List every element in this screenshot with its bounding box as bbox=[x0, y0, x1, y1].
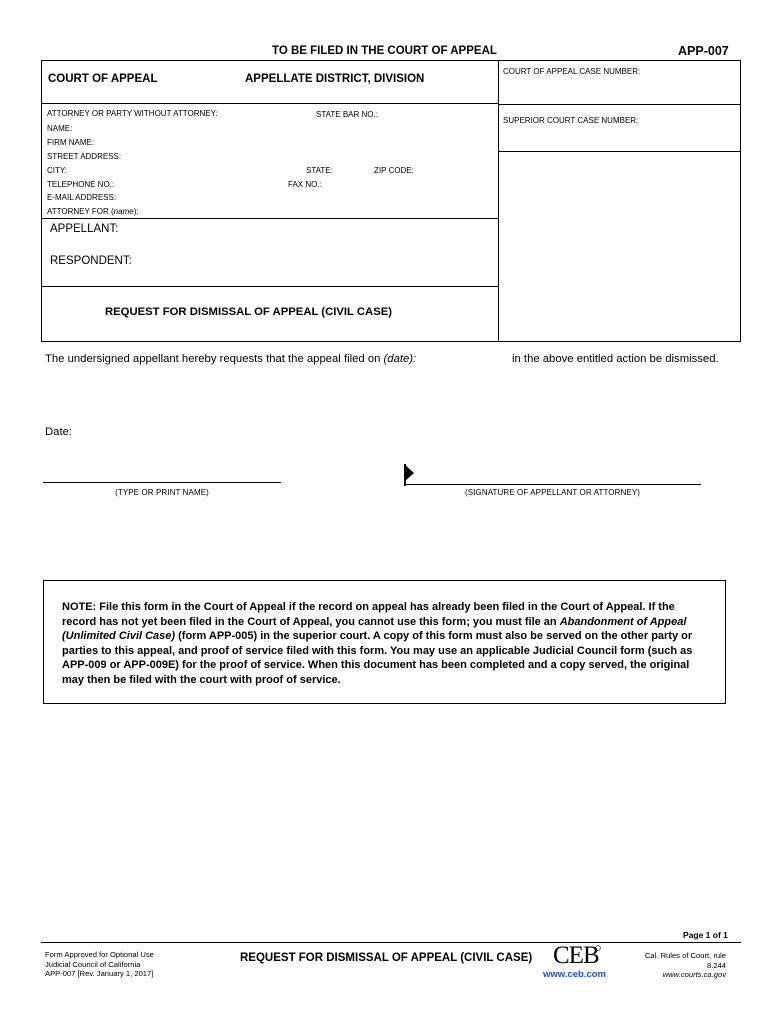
telephone-label: TELEPHONE NO.: bbox=[47, 180, 115, 189]
ceb-link[interactable]: www.ceb.com bbox=[543, 969, 606, 980]
footer-rule bbox=[41, 942, 741, 943]
right-bottom-rule bbox=[498, 341, 741, 342]
title-row-rule bbox=[41, 341, 499, 342]
approval-line-2: Judicial Council of California bbox=[45, 959, 141, 969]
page-number: Page 1 of 1 bbox=[683, 930, 728, 940]
filed-in-heading: TO BE FILED IN THE COURT OF APPEAL bbox=[272, 45, 497, 57]
note-text: NOTE: File this form in the Court of Appeal if the record on appeal has already been filed in the Court of Appeal. If the record has not yet been filed in the Court of Appeal, you cannot use this form; you must file an Abandonment of Appeal (Unlimited Civil Case) (form APP-005) in the superior court. A copy of this form must also be served on the other party or parties to this appeal, and proof of service filed with this form. You may use an applicable Judicial Council form (such as APP-009 or APP-009E) for the proof of service. When this document has been completed and a copy served, the original may then be filed with the court with proof of service. bbox=[62, 601, 693, 686]
form-number: APP-007 bbox=[678, 44, 729, 58]
registered-mark-icon bbox=[595, 945, 601, 951]
appellant-label: APPELLANT: bbox=[50, 223, 119, 235]
rules-citation: Cal. Rules of Court, rule 8.244 bbox=[644, 951, 726, 970]
header-top-rule bbox=[41, 60, 499, 61]
footer-title: REQUEST FOR DISMISSAL OF APPEAL (CIVIL CASE) bbox=[240, 952, 533, 964]
superior-court-case-number-label: SUPERIOR COURT CASE NUMBER: bbox=[503, 116, 639, 125]
approval-line-3: APP-007 [Rev. January 1, 2017] bbox=[45, 969, 154, 979]
superior-number-divider bbox=[498, 151, 741, 152]
court-of-appeal-label: COURT OF APPEAL bbox=[48, 73, 158, 85]
date-field[interactable] bbox=[80, 423, 240, 439]
street-address-label: STREET ADDRESS: bbox=[47, 152, 122, 161]
type-name-field[interactable] bbox=[43, 462, 281, 481]
signature-arrow-icon bbox=[402, 462, 416, 486]
state-label: STATE: bbox=[306, 166, 333, 175]
signature-field[interactable] bbox=[418, 462, 701, 483]
attorney-for-label: ATTORNEY FOR (name): bbox=[47, 207, 139, 216]
request-statement-suffix: in the above entitled action be dismissed. bbox=[512, 353, 719, 365]
appellate-district-label: APPELLATE DISTRICT, DIVISION bbox=[245, 73, 425, 85]
right-top-rule bbox=[498, 60, 741, 61]
approval-block bbox=[45, 950, 154, 979]
court-of-appeal-case-number-field[interactable] bbox=[502, 78, 736, 102]
name-label: NAME: bbox=[47, 124, 73, 133]
firm-name-label: FIRM NAME: bbox=[47, 138, 95, 147]
courts-link[interactable]: www.courts.ca.gov bbox=[662, 970, 726, 980]
rules-block bbox=[624, 951, 726, 980]
superior-court-case-number-field[interactable] bbox=[502, 127, 736, 149]
note-box bbox=[43, 580, 726, 704]
signature-label: (SIGNATURE OF APPELLANT OR ATTORNEY) bbox=[464, 488, 641, 497]
respondent-label: RESPONDENT: bbox=[50, 255, 132, 267]
attorney-row-rule bbox=[41, 218, 499, 219]
right-border bbox=[740, 60, 741, 342]
ceb-logo: CEB bbox=[553, 942, 599, 969]
type-name-line bbox=[43, 482, 281, 483]
city-label: CITY: bbox=[47, 166, 68, 175]
form-title: REQUEST FOR DISMISSAL OF APPEAL (CIVIL CASE) bbox=[104, 306, 393, 318]
date-label: Date: bbox=[45, 426, 73, 438]
signature-line bbox=[404, 484, 701, 485]
appeal-date-field[interactable] bbox=[420, 350, 500, 364]
request-statement: The undersigned appellant hereby requests that the appeal filed on (date): bbox=[45, 353, 417, 365]
court-row-rule bbox=[41, 103, 499, 104]
state-bar-label: STATE BAR NO.: bbox=[316, 110, 378, 119]
zip-code-label: ZIP CODE: bbox=[374, 166, 414, 175]
fax-label: FAX NO.: bbox=[288, 180, 322, 189]
attorney-header-label: ATTORNEY OR PARTY WITHOUT ATTORNEY: bbox=[47, 109, 218, 118]
email-label: E-MAIL ADDRESS: bbox=[47, 193, 117, 202]
case-number-divider bbox=[498, 104, 741, 105]
court-of-appeal-case-number-label: COURT OF APPEAL CASE NUMBER: bbox=[503, 67, 641, 76]
parties-row-rule bbox=[41, 286, 499, 287]
type-name-label: (TYPE OR PRINT NAME) bbox=[115, 488, 209, 497]
approval-line-1: Form Approved for Optional Use bbox=[45, 950, 154, 959]
